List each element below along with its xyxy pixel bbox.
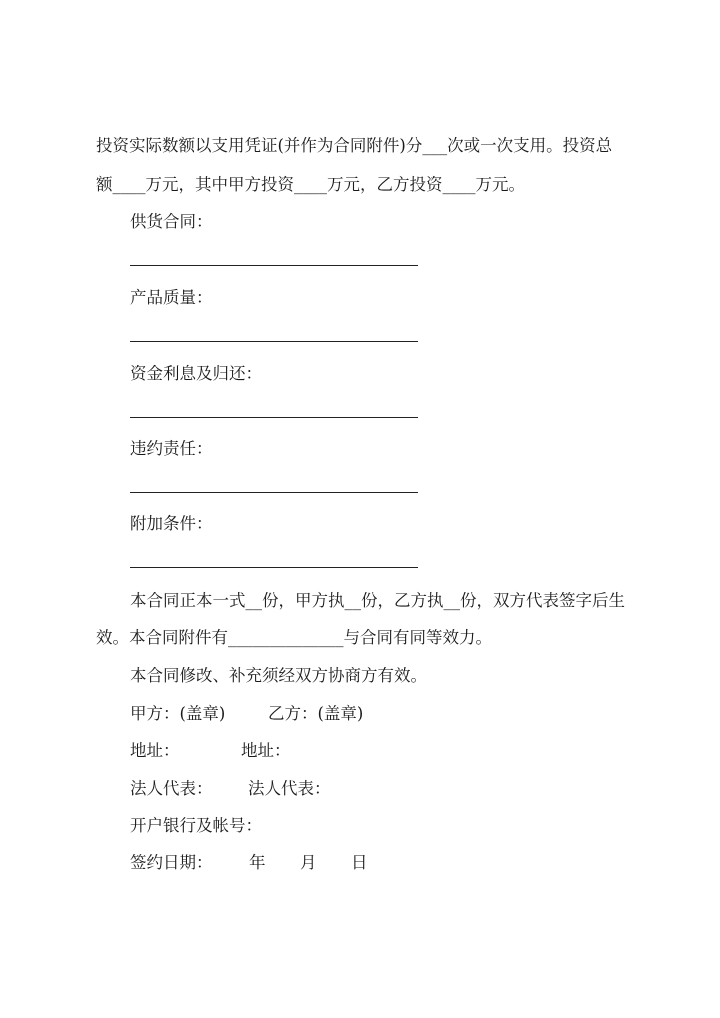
additional-terms-fill-line (130, 567, 418, 568)
party-a-legal-rep: 法人代表： (130, 779, 213, 798)
section-breach-liability-label: 违约责任： (130, 439, 213, 458)
section-product-quality-label: 产品质量： (130, 288, 213, 307)
section-supply-contract-label: 供货合同： (130, 212, 213, 231)
amendment-paragraph: 本合同修改、补充须经双方协商方有效。 (130, 666, 427, 685)
signing-date-year: 年 (249, 853, 266, 872)
party-a-address: 地址： (130, 741, 180, 760)
copies-paragraph-line-2: 效。本合同附件有______________与合同有同等效力。 (96, 628, 492, 647)
product-quality-fill-line (130, 341, 418, 342)
copies-paragraph-line-1: 本合同正本一式__份，甲方执__份，乙方执__份，双方代表签字后生 (130, 591, 625, 610)
signing-date-day: 日 (351, 853, 368, 872)
party-b-seal: 乙方：(盖章) (268, 704, 364, 723)
investment-paragraph-line-2: 额____万元，其中甲方投资____万元，乙方投资____万元。 (96, 175, 525, 194)
supply-contract-fill-line (130, 265, 418, 266)
party-b-address: 地址： (241, 741, 291, 760)
signing-date-month: 月 (300, 853, 317, 872)
funds-interest-fill-line (130, 417, 418, 418)
investment-paragraph-line-1: 投资实际数额以支用凭证(并作为合同附件)分___次或一次支用。投资总 (96, 136, 613, 155)
section-additional-terms-label: 附加条件： (130, 514, 213, 533)
breach-liability-fill-line (130, 492, 418, 493)
bank-account-label: 开户银行及帐号： (130, 816, 262, 835)
party-b-legal-rep: 法人代表： (248, 779, 331, 798)
signing-date-label: 签约日期： (130, 853, 213, 872)
party-a-seal: 甲方：(盖章) (130, 704, 226, 723)
section-funds-interest-label: 资金利息及归还： (130, 364, 262, 383)
